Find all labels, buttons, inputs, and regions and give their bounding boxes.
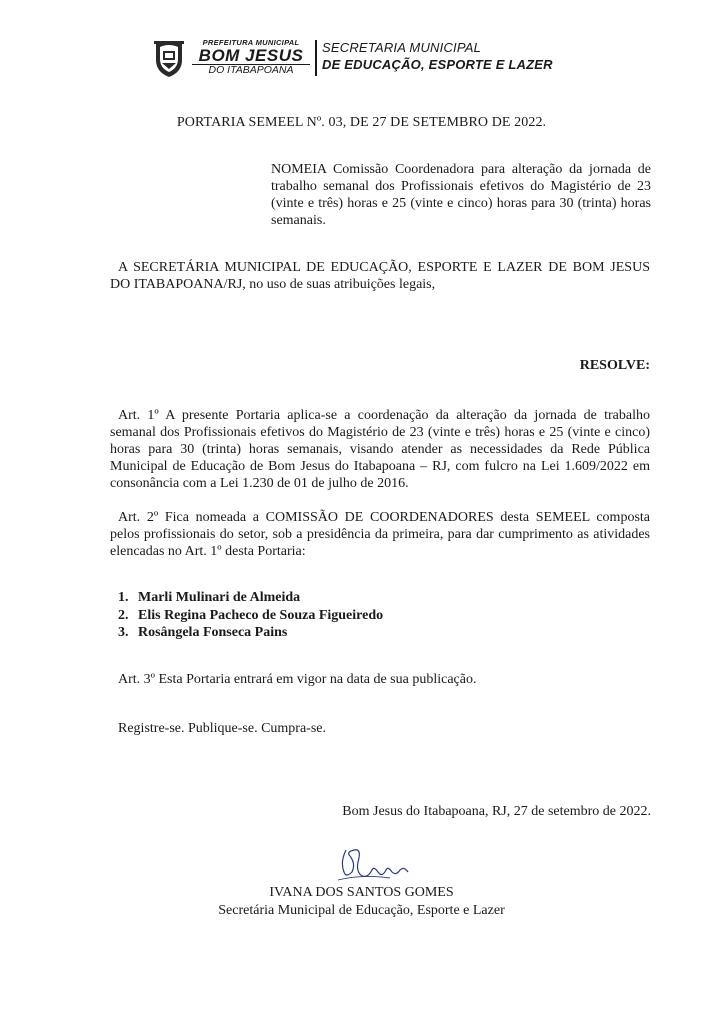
- list-item-name: Elis Regina Pacheco de Souza Figueiredo: [138, 607, 384, 623]
- signature-icon: [332, 842, 412, 890]
- list-item-number: 1.: [118, 590, 129, 605]
- article-1: Art. 1º A presente Portaria aplica-se a coordenação da alteração da jornada de trabalho semanal dos Profissionais efetivos do Magistério de 23 (vinte e três) horas e 25 (vinte e cinco) horas para 30 (trinta) horas semanais, visando atender as necessidades da Rede Pública Municipal de Educação de Bom Jesus do Itabapoana – RJ, com fulcro na Lei 1.609/2022 em consonância com a Lei 1.230 de 01 de julho de 2016.: [110, 408, 650, 491]
- secretaria-label: [322, 40, 553, 73]
- ementa: NOMEIA Comissão Coordenadora para alteração da jornada de trabalho semanal dos Profissionais efetivos do Magistério de 23 (vinte e três) horas e 25 (vinte e cinco) horas para 30 (trinta) horas semanais.: [271, 162, 651, 228]
- list-item: [118, 589, 383, 607]
- closing-formula: Registre-se. Publique-se. Cumpra-se.: [118, 721, 327, 736]
- place-date: Bom Jesus do Itabapoana, RJ, 27 de setembro de 2022.: [342, 804, 651, 819]
- prefeitura-logo-text: [192, 38, 310, 76]
- municipal-crest-icon: [152, 38, 186, 78]
- list-item-name: Rosângela Fonseca Pains: [138, 625, 288, 640]
- letterhead: [152, 36, 592, 80]
- secretaria-line2: DE EDUCAÇÃO, ESPORTE E LAZER: [322, 57, 553, 72]
- signatory-role: Secretária Municipal de Educação, Esporte e Lazer: [218, 903, 505, 918]
- preamble: [110, 259, 650, 293]
- list-item: [118, 607, 383, 625]
- prefeitura-small-label: PREFEITURA MUNICIPAL: [202, 38, 300, 47]
- header-divider: [315, 40, 317, 76]
- preamble-text: A SECRETÁRIA MUNICIPAL DE EDUCAÇÃO, ESPORTE E LAZER DE BOM JESUS DO ITABAPOANA/RJ, no uso de suas atribuições legais,: [110, 260, 650, 292]
- list-item-name: Marli Mulinari de Almeida: [138, 590, 301, 605]
- prefeitura-name: BOM JESUS: [198, 46, 304, 65]
- list-item-number: 2.: [118, 607, 129, 623]
- list-item-number: 3.: [118, 625, 129, 640]
- article-2: Art. 2º Fica nomeada a COMISSÃO DE COORDENADORES desta SEMEEL composta pelos profissionais do setor, sob a presidência da primeira, para dar cumprimento as atividades elencadas no Art. 1º desta Portaria:: [110, 510, 650, 559]
- prefeitura-sub: DO ITABAPOANA: [192, 64, 310, 76]
- members-list: [118, 589, 383, 642]
- article-3: Art. 3º Esta Portaria entrará em vigor na data de sua publicação.: [118, 672, 477, 687]
- list-item: [118, 624, 383, 642]
- secretaria-line1: SECRETARIA MUNICIPAL: [322, 40, 482, 55]
- resolve-heading: RESOLVE:: [579, 358, 650, 373]
- signatory-name: IVANA DOS SANTOS GOMES: [269, 885, 454, 900]
- document-title: PORTARIA SEMEEL Nº. 03, DE 27 DE SETEMBRO DE 2022.: [176, 115, 547, 130]
